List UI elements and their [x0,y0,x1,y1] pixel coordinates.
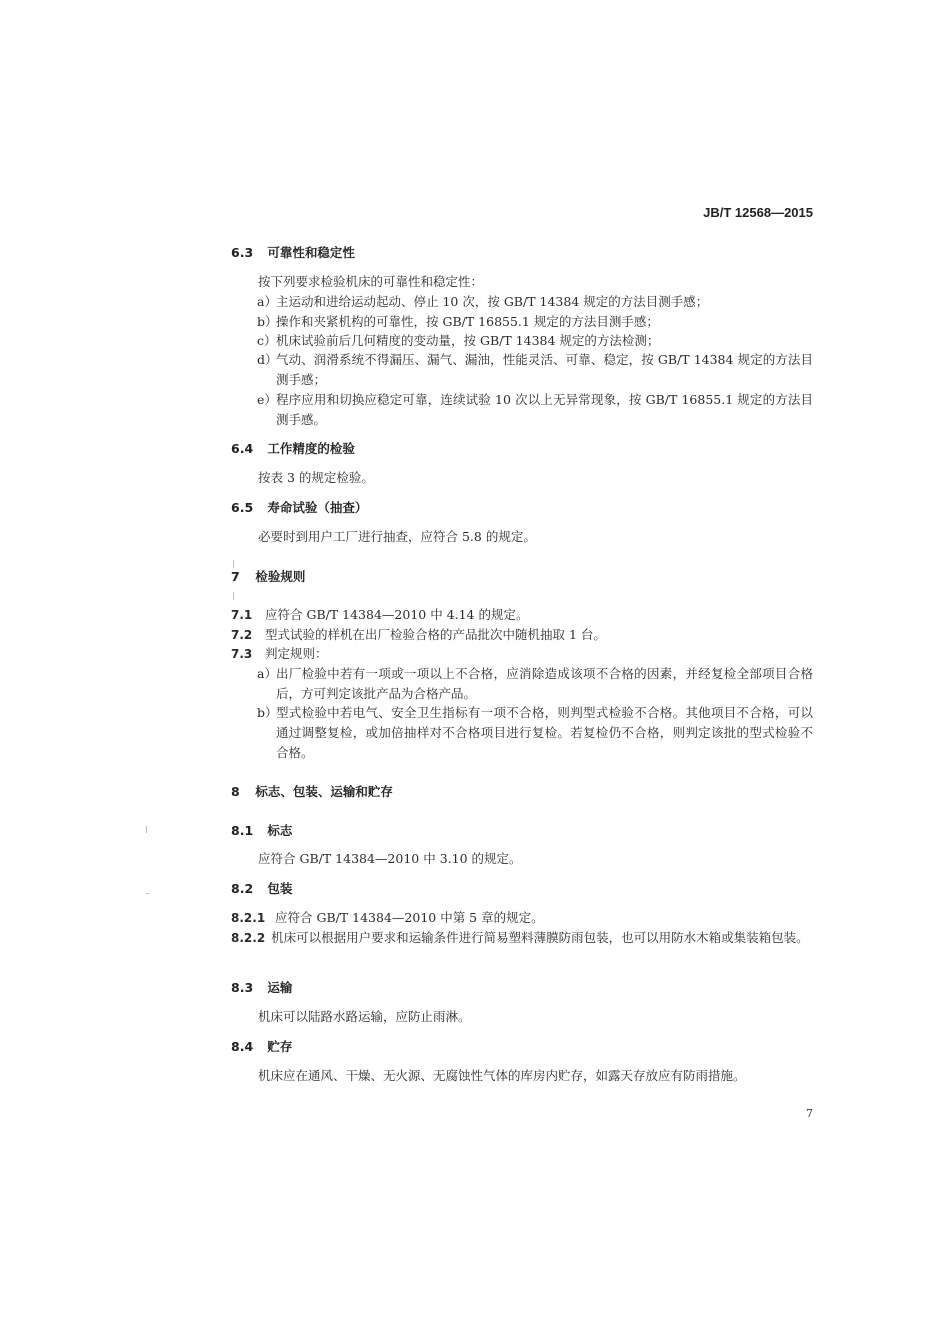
section-number: 8.2 [231,881,254,896]
list-item-text: 机床试验前后几何精度的变动量，按 GB/T 14384 规定的方法检测； [276,333,660,348]
section-8-1-body: 应符合 GB/T 14384—2010 中 3.10 的规定。 [258,851,522,866]
chapter-title: 检验规则 [255,569,306,584]
clause-text: 型式试验的样机在出厂检验合格的产品批次中随机抽取 1 台。 [264,627,606,642]
list-item-text: 气动、润滑系统不得漏压、漏气、漏油，性能灵活、可靠、稳定，按 GB/T 14384 规定的方法目测手感； [276,352,813,387]
section-6-3-heading [231,243,355,261]
clause-7-3 [231,644,813,664]
section-number: 8.3 [231,980,254,995]
section-8-4-heading [231,1037,292,1055]
scan-speck [146,893,149,894]
clause-number: 8.2.1 [231,911,266,925]
clause-text: 应符合 GB/T 14384—2010 中 4.14 的规定。 [264,607,529,622]
clause-7-2 [231,625,813,645]
clause-number: 8.2.2 [231,931,266,945]
list-marker: e） [257,392,277,407]
clause-number: 7.1 [231,608,253,622]
list-item-text: 操作和夹紧机构的可靠性，按 GB/T 16855.1 规定的方法目测手感； [276,314,659,329]
list-item [257,292,813,312]
clause-8-2-2 [231,928,813,948]
clause-number: 7.2 [231,628,253,642]
chapter-number: 7 [231,569,240,584]
list-item-text: 型式检验中若电气、安全卫生指标有一项不合格，则判型式检验不合格。其他项目不合格，可以通过调整复检，或加倍抽样对不合格项目进行复检。若复检仍不合格，则判定该批的型式检验不合格。 [276,705,813,760]
list-marker: a） [257,294,277,309]
section-8-4-body: 机床应在通风、干燥、无火源、无腐蚀性气体的库房内贮存，如露天存放应有防雨措施。 [258,1068,746,1083]
list-marker: b） [257,314,278,329]
chapter-7-heading [231,567,305,585]
clause-text: 判定规则： [264,646,328,661]
section-title: 包装 [267,881,293,896]
list-item [257,312,813,332]
list-marker: a） [257,666,277,681]
clause-number: 7.3 [231,647,253,661]
scan-speck [233,592,234,600]
list-item-text: 出厂检验中若有一项或一项以上不合格，应消除造成该项不合格的因素，并经复检全部项目合格后，方可判定该批产品为合格产品。 [276,666,813,701]
section-title: 标志 [267,823,293,838]
section-8-3-body: 机床可以陆路水路运输，应防止雨淋。 [258,1009,471,1024]
section-title: 寿命试验（抽查） [267,500,368,515]
list-item [257,331,813,351]
list-marker: b） [257,705,278,720]
section-number: 8.4 [231,1039,254,1054]
clause-text: 应符合 GB/T 14384—2010 中第 5 章的规定。 [274,910,544,925]
section-number: 6.5 [231,500,254,515]
chapter-number: 8 [231,784,240,799]
section-title: 贮存 [267,1039,293,1054]
section-title: 运输 [267,980,293,995]
list-item-text: 程序应用和切换应稳定可靠，连续试验 10 次以上无异常现象，按 GB/T 16855.1 规定的方法目测手感。 [276,392,813,427]
list-item [257,390,813,430]
list-item-text: 主运动和进给运动起动、停止 10 次，按 GB/T 14384 规定的方法目测手感； [276,294,709,309]
section-6-3-intro: 按下列要求检验机床的可靠性和稳定性： [258,274,484,289]
clause-7-1 [231,605,813,625]
document-code: JB/T 12568—2015 [703,205,813,220]
section-6-4-body: 按表 3 的规定检验。 [258,470,374,485]
section-8-1-heading [231,821,292,839]
list-item [257,350,813,390]
clause-text: 机床可以根据用户要求和运输条件进行简易塑料薄膜防雨包装，也可以用防水木箱或集装箱包装。 [271,930,809,945]
section-number: 8.1 [231,823,254,838]
section-title: 工作精度的检验 [267,441,355,456]
section-6-5-heading [231,498,367,516]
list-item [257,664,813,704]
section-number: 6.4 [231,441,254,456]
section-6-4-heading [231,439,355,457]
scan-speck [146,826,147,833]
section-8-3-heading [231,978,292,996]
section-number: 6.3 [231,245,254,260]
clause-8-2-1 [231,908,813,928]
list-item [257,703,813,763]
section-6-5-body: 必要时到用户工厂进行抽查，应符合 5.8 的规定。 [258,529,536,544]
section-title: 可靠性和稳定性 [267,245,355,260]
chapter-8-heading [231,782,393,800]
list-marker: c） [257,333,277,348]
page-number: 7 [806,1107,813,1120]
list-marker: d） [257,352,278,367]
chapter-title: 标志、包装、运输和贮存 [255,784,393,799]
section-8-2-heading [231,879,292,897]
